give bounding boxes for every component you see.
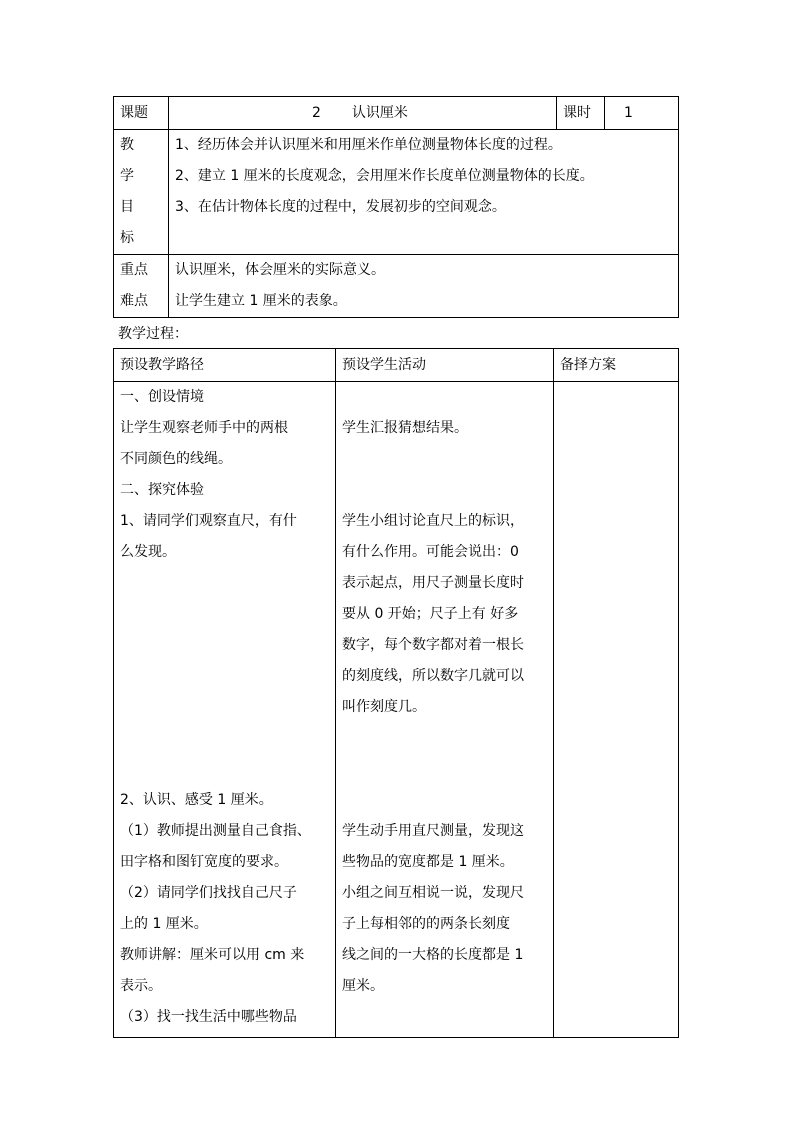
- subject-title: 认识厘米: [351, 105, 408, 121]
- student-line: 子上每相邻的的两条长刻度: [342, 916, 510, 932]
- difficulty-label: 难点: [120, 293, 148, 309]
- key-label: 重点: [120, 262, 148, 278]
- teaching-process-table: [113, 348, 679, 1038]
- teacher-line: [120, 599, 331, 630]
- teacher-line: 表示。: [120, 978, 162, 994]
- teacher-line: 一、创设情境: [120, 389, 204, 405]
- period-value: 1: [605, 97, 679, 130]
- student-lines: [342, 382, 549, 1033]
- teacher-line: [120, 568, 331, 599]
- key-difficulty-row: [114, 255, 679, 318]
- goals-row: [114, 130, 679, 255]
- teacher-line: [120, 723, 331, 754]
- student-line: [342, 444, 549, 475]
- student-line: 要从 0 开始；尺子上有 好多: [342, 606, 519, 622]
- column-header-student: 预设学生活动: [336, 349, 554, 382]
- teacher-line: 让学生观察老师手中的两根: [120, 420, 288, 436]
- teacher-line: （1）教师提出测量自己食指、: [120, 823, 311, 839]
- student-line: 表示起点，用尺子测量长度时: [342, 575, 524, 591]
- period-label: 课时: [557, 97, 605, 130]
- teacher-path-cell: [114, 382, 336, 1038]
- difficulty-text: 让学生建立 1 厘米的表象。: [175, 293, 347, 309]
- student-line: 小组之间互相说一说，发现尺: [342, 885, 524, 901]
- student-line: 学生汇报猜想结果。: [342, 420, 468, 436]
- column-header-teacher: 预设教学路径: [114, 349, 336, 382]
- student-line: [342, 382, 549, 413]
- student-line: 叫作刻度几。: [342, 699, 426, 715]
- teacher-line: [120, 630, 331, 661]
- student-line: 厘米。: [342, 978, 384, 994]
- teacher-line: [120, 754, 331, 785]
- teacher-line: 教师讲解：厘米可以用 cm 来: [120, 947, 305, 963]
- teacher-line: 田字格和图钉宽度的要求。: [120, 854, 288, 870]
- student-line: [342, 785, 549, 816]
- teacher-lines: [120, 382, 331, 1033]
- process-section-title: 教学过程：: [118, 326, 188, 342]
- student-line: 线之间的一大格的长度都是 1: [342, 947, 524, 963]
- goals-content: [169, 130, 679, 255]
- key-difficulty-content: [169, 255, 679, 318]
- teacher-line: 么发现。: [120, 544, 176, 560]
- student-line: 学生动手用直尺测量，发现这: [342, 823, 524, 839]
- student-line: [342, 754, 549, 785]
- lesson-header-table: [113, 96, 679, 318]
- goal-item: 1、经历体会并认识厘米和用厘米作单位测量物体长度的过程。: [175, 137, 562, 153]
- process-header-row: [114, 349, 679, 382]
- goal-item: 3、在估计物体长度的过程中，发展初步的空间观念。: [175, 199, 506, 215]
- column-header-alternative: 备择方案: [554, 349, 679, 382]
- teacher-line: 二、探究体验: [120, 482, 204, 498]
- teacher-line: 上的 1 厘米。: [120, 916, 208, 932]
- process-body-row: [114, 382, 679, 1038]
- goal-item: 2、建立 1 厘米的长度观念，会用厘米作长度单位测量物体的长度。: [175, 168, 594, 184]
- teacher-line: （3）找一找生活中哪些物品: [120, 1009, 297, 1025]
- alternative-plan-cell: [554, 382, 679, 1038]
- teacher-line: 2、认识、感受 1 厘米。: [120, 792, 273, 808]
- student-line: 些物品的宽度都是 1 厘米。: [342, 854, 514, 870]
- subject-cell: [169, 97, 557, 130]
- student-line: 学生小组讨论直尺上的标识，: [342, 513, 524, 529]
- student-line: [342, 723, 549, 754]
- teacher-line: 1、请同学们观察直尺，有什: [120, 513, 297, 529]
- student-activity-cell: [336, 382, 554, 1038]
- key-text: 认识厘米，体会厘米的实际意义。: [175, 262, 385, 278]
- teacher-line: （2）请同学们找找自己尺子: [120, 885, 297, 901]
- teacher-line: [120, 661, 331, 692]
- student-line: 的刻度线，所以数字几就可以: [342, 668, 524, 684]
- subject-number: 2: [312, 105, 321, 121]
- student-line: 数字，每个数字都对着一根长: [342, 637, 524, 653]
- teacher-line: 不同颜色的线绳。: [120, 451, 232, 467]
- student-line: [342, 475, 549, 506]
- teacher-line: [120, 692, 331, 723]
- key-difficulty-label: [114, 255, 169, 318]
- subject-label: 课题: [114, 97, 169, 130]
- student-line: 有什么作用。可能会说出：0: [342, 544, 519, 560]
- subject-row: [114, 97, 679, 130]
- student-line: [342, 1002, 549, 1033]
- goals-label: 教 学 目 标: [114, 130, 169, 255]
